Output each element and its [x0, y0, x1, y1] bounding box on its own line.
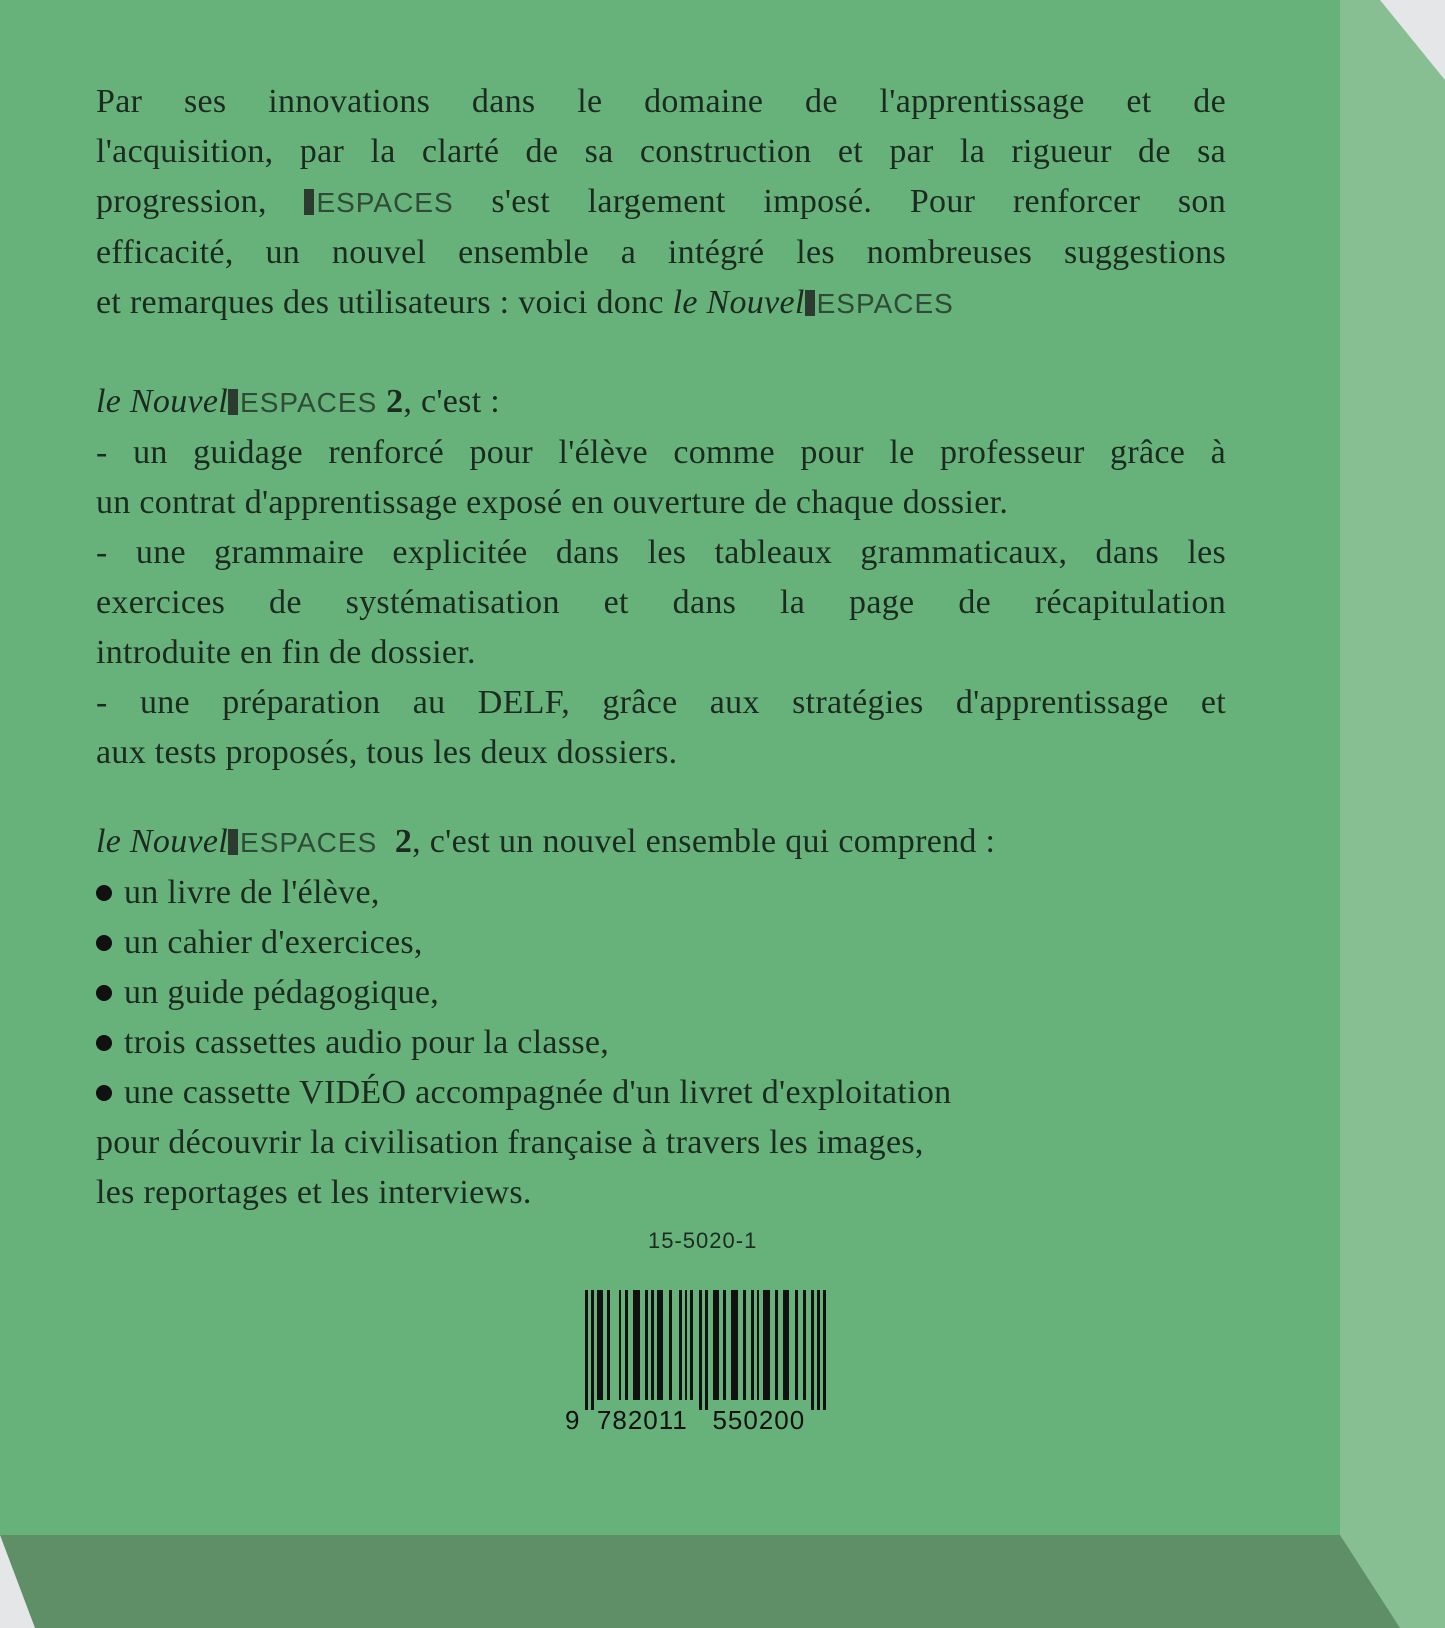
espaces-brand: ESPACES	[816, 288, 954, 319]
text-line: et remarques des utilisateurs : voici donc le Nouvel ESPACES	[96, 284, 954, 321]
list-item: une cassette VIDÉO accompagnée d'un livret d'exploitation	[96, 1068, 1196, 1118]
bullet-icon	[96, 935, 112, 951]
barcode-number: 9 782011 550200	[565, 1405, 806, 1435]
bullet-icon	[96, 1085, 112, 1101]
section-heading: le Nouvel ESPACES 2, c'est :	[96, 383, 501, 420]
list-item: trois cassettes audio pour la classe,	[96, 1018, 1196, 1068]
espaces-logo-mark	[304, 189, 314, 215]
text-line: introduite en fin de dossier.	[96, 634, 476, 671]
text-line: - une préparation au DELF, grâce aux stratégies d'apprentissage et	[96, 684, 1226, 721]
espaces-logo-mark	[228, 389, 238, 415]
book-bottom-edge	[0, 1535, 1445, 1628]
book-spine-side	[1340, 0, 1445, 1628]
text-line: progression, ESPACES s'est largement imposé. Pour renforcer son	[96, 183, 1227, 220]
bullet-icon	[96, 985, 112, 1001]
text-line: un contrat d'apprentissage exposé en ouverture de chaque dossier.	[96, 484, 1009, 521]
text-line: aux tests proposés, tous les deux dossiers.	[96, 734, 678, 771]
text-line: l'acquisition, par la clarté de sa construction et par la rigueur de sa	[96, 133, 1226, 170]
espaces-brand: ESPACES	[240, 387, 378, 418]
list-item: un cahier d'exercices,	[96, 918, 1196, 968]
bullet-icon	[96, 885, 112, 901]
intro-paragraph	[96, 77, 1226, 329]
text-line: efficacité, un nouvel ensemble a intégré les nombreuses suggestions	[96, 234, 1226, 271]
espaces-logo-mark	[805, 290, 815, 316]
text-line: - une grammaire explicitée dans les tableaux grammaticaux, dans les	[96, 534, 1226, 571]
text-line: pour découvrir la civilisation française à travers les images,	[96, 1124, 924, 1161]
features-paragraph	[96, 377, 1226, 778]
espaces-brand: ESPACES	[240, 827, 378, 858]
text-line: Par ses innovations dans le domaine de l'apprentissage et de	[96, 83, 1226, 120]
components-paragraph	[96, 817, 1196, 1218]
espaces-logo-mark	[228, 829, 238, 855]
bullet-icon	[96, 1035, 112, 1051]
text-line: les reportages et les interviews.	[96, 1174, 532, 1211]
barcode-icon	[585, 1290, 830, 1410]
section-heading: le Nouvel ESPACES 2, c'est un nouvel ensemble qui comprend :	[96, 823, 996, 860]
espaces-brand: ESPACES	[316, 187, 454, 218]
product-code: 15-5020-1	[648, 1228, 758, 1253]
list-item: un livre de l'élève,	[96, 868, 1196, 918]
text-line: - un guidage renforcé pour l'élève comme pour le professeur grâce à	[96, 434, 1226, 471]
text-line: exercices de systématisation et dans la page de récapitulation	[96, 584, 1226, 621]
list-item: un guide pédagogique,	[96, 968, 1196, 1018]
